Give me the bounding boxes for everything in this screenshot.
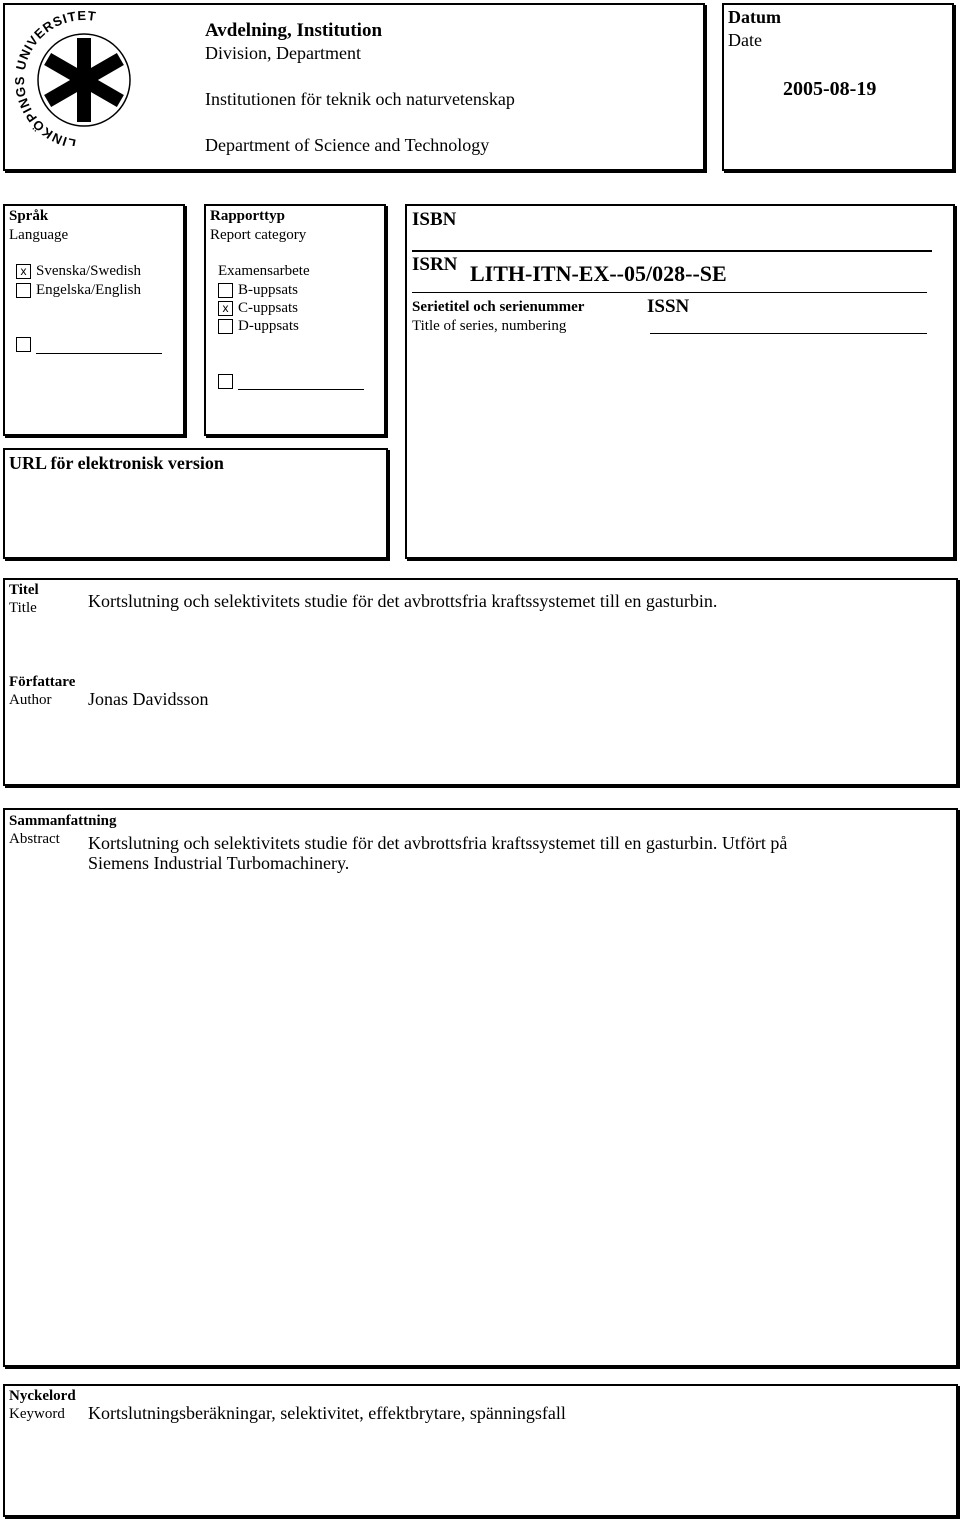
author-label-en: Author [9, 692, 52, 708]
d-uppsats-checkbox[interactable] [218, 319, 233, 334]
identifiers-box [405, 204, 955, 559]
abstract-label-en: Abstract [9, 831, 60, 847]
abstract-box [3, 808, 958, 1367]
issn-line [650, 333, 927, 334]
report-label-sv: Rapporttyp [210, 208, 286, 224]
language-label-sv: Språk [9, 208, 49, 224]
series-label-sv: Serietitel och serienummer [412, 299, 585, 315]
language-label-en: Language [9, 227, 69, 243]
english-label: Engelska/English [36, 282, 141, 298]
b-uppsats-checkbox[interactable] [218, 283, 233, 298]
other-language-checkbox[interactable] [16, 337, 31, 352]
series-label-en: Title of series, numbering [412, 318, 567, 334]
abstract-line-2: Siemens Industrial Turbomachinery. [88, 853, 350, 873]
isbn-line [412, 250, 932, 252]
isrn-value: LITH-ITN-EX--05/028--SE [470, 261, 727, 286]
author-value: Jonas Davidsson [88, 689, 209, 709]
d-uppsats-label: D-uppsats [238, 318, 299, 334]
keyword-value: Kortslutningsberäkningar, selektivitet, effektbrytare, spänningsfall [88, 1403, 566, 1423]
department-label-en: Division, Department [205, 43, 361, 63]
c-uppsats-checkbox[interactable]: x [218, 301, 233, 316]
other-report-checkbox[interactable] [218, 374, 233, 389]
title-label-en: Title [9, 600, 37, 616]
isbn-label: ISBN [412, 209, 457, 230]
date-label-en: Date [728, 30, 762, 50]
abstract-line-1: Kortslutning och selektivitets studie för det avbrottsfria kraftssystemet till en gasturbin. Utfört på [88, 833, 788, 853]
institution-en: Department of Science and Technology [205, 135, 490, 155]
english-checkbox[interactable] [16, 283, 31, 298]
logo-text: LINKÖPINGS UNIVERSITET [12, 8, 98, 146]
swedish-checkbox[interactable]: x [16, 264, 31, 279]
author-label-sv: Författare [9, 674, 76, 690]
other-report-line [238, 389, 364, 390]
keyword-label-en: Keyword [9, 1406, 65, 1422]
keyword-label-sv: Nyckelord [9, 1388, 76, 1404]
issn-label: ISSN [647, 296, 690, 317]
university-logo [10, 8, 158, 146]
other-language-line [36, 353, 162, 354]
institution-sv: Institutionen för teknik och naturvetenskap [205, 89, 515, 109]
b-uppsats-label: B-uppsats [238, 282, 298, 298]
title-label-sv: Titel [9, 582, 39, 598]
department-label-sv: Avdelning, Institution [205, 20, 383, 41]
abstract-label-sv: Sammanfattning [9, 813, 117, 829]
date-label-sv: Datum [728, 7, 781, 27]
c-uppsats-label: C-uppsats [238, 300, 298, 316]
isrn-line [412, 292, 927, 293]
swedish-label: Svenska/Swedish [36, 263, 141, 279]
report-label-en: Report category [210, 227, 307, 243]
isrn-label: ISRN [412, 254, 458, 275]
examensarbete-label: Examensarbete [218, 263, 310, 279]
title-value: Kortslutning och selektivitets studie för det avbrottsfria kraftssystemet till en gasturbin. [88, 591, 718, 611]
date-value: 2005-08-19 [783, 78, 877, 100]
url-label: URL för elektronisk version [9, 453, 224, 473]
